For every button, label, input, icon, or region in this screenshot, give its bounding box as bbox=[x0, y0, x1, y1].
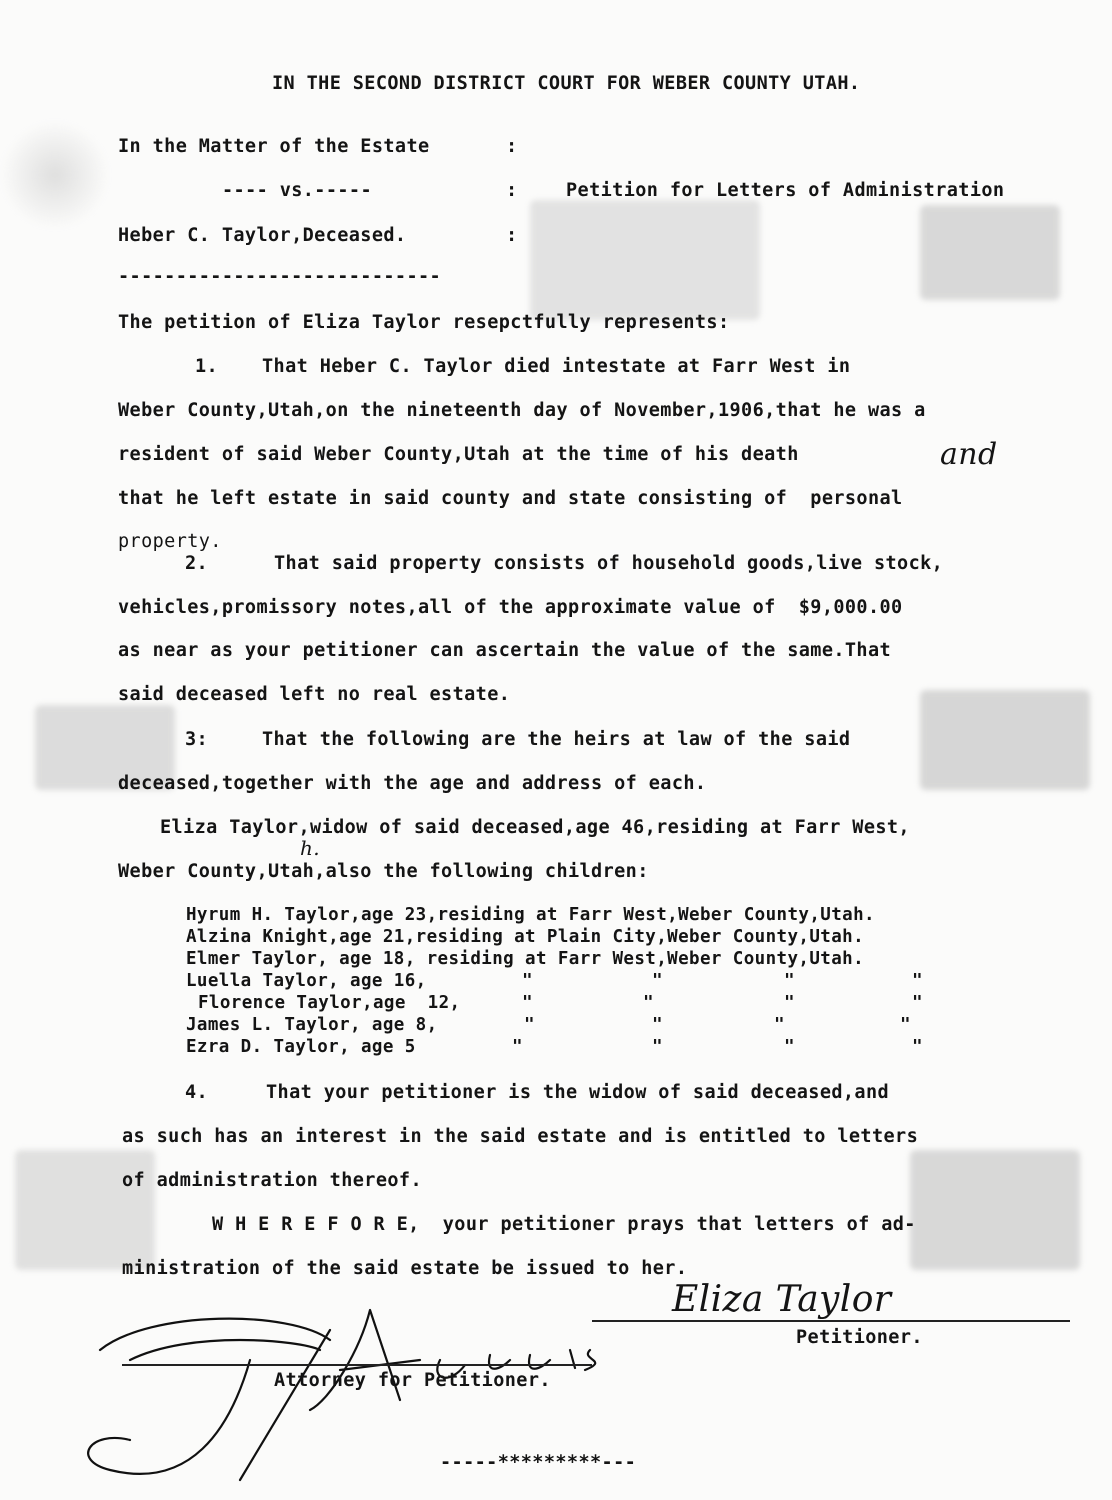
scan-smudge bbox=[910, 1150, 1080, 1270]
handwritten-insert-h: h. bbox=[300, 836, 321, 860]
para4-line: of administration thereof. bbox=[122, 1170, 422, 1191]
caption-colon: : bbox=[506, 180, 518, 201]
ditto-mark: " bbox=[774, 1015, 785, 1035]
ditto-mark: " bbox=[652, 1037, 663, 1057]
child-entry: Florence Taylor,age 12, bbox=[198, 993, 461, 1013]
ditto-mark: " bbox=[912, 971, 923, 991]
wherefore-line: ministration of the said estate be issued to her. bbox=[122, 1258, 688, 1279]
child-entry: Luella Taylor, age 16, bbox=[186, 971, 427, 991]
child-entry: Elmer Taylor, age 18, residing at Farr West,Weber County,Utah. bbox=[186, 949, 865, 969]
para1-line: property. bbox=[118, 531, 222, 552]
para1-line: That Heber C. Taylor died intestate at Farr West in bbox=[262, 356, 851, 377]
para1-number: 1. bbox=[195, 356, 219, 377]
para4-number: 4. bbox=[185, 1082, 209, 1103]
ditto-mark: " bbox=[912, 1037, 923, 1057]
para1-line: resident of said Weber County,Utah at the time of his death bbox=[118, 444, 799, 465]
ditto-mark: " bbox=[652, 1015, 663, 1035]
scan-smudge bbox=[920, 205, 1060, 300]
scan-smudge bbox=[0, 120, 110, 230]
ditto-mark: " bbox=[512, 1037, 523, 1057]
caption-colon: : bbox=[506, 225, 518, 246]
wherefore-line: W H E R E F O R E, your petitioner prays that letters of ad- bbox=[212, 1214, 916, 1235]
attorney-signature bbox=[250, 1300, 490, 1348]
para3-line: Weber County,Utah,also the following children: bbox=[118, 861, 649, 882]
court-heading: IN THE SECOND DISTRICT COURT FOR WEBER COUNTY UTAH. bbox=[272, 73, 861, 94]
para3-line: That the following are the heirs at law of the said bbox=[262, 729, 851, 750]
para4-line: as such has an interest in the said estate and is entitled to letters bbox=[122, 1126, 919, 1147]
para3-line: deceased,together with the age and address of each. bbox=[118, 773, 707, 794]
caption-colon: : bbox=[506, 136, 518, 157]
ditto-mark: " bbox=[784, 1037, 795, 1057]
ditto-mark: " bbox=[784, 993, 795, 1013]
para3-line: Eliza Taylor,widow of said deceased,age 46,residing at Farr West, bbox=[160, 817, 910, 838]
handwritten-insert-and: and bbox=[940, 437, 998, 472]
para2-line: as near as your petitioner can ascertain the value of the same.That bbox=[118, 640, 892, 661]
ditto-mark: " bbox=[784, 971, 795, 991]
document-end-rule: -----*********--- bbox=[440, 1452, 637, 1473]
para1-line: that he left estate in said county and state consisting of personal bbox=[118, 488, 903, 509]
para2-line: That said property consists of household goods,live stock, bbox=[274, 553, 944, 574]
attorney-signature-line bbox=[122, 1364, 592, 1366]
para2-line: vehicles,promissory notes,all of the approximate value of $9,000.00 bbox=[118, 597, 903, 618]
scan-smudge bbox=[920, 690, 1090, 790]
attorney-label: Attorney for Petitioner. bbox=[274, 1370, 551, 1391]
scan-smudge bbox=[15, 1150, 155, 1270]
petitioner-signature: Eliza Taylor bbox=[672, 1279, 892, 1320]
petitioner-label: Petitioner. bbox=[796, 1327, 923, 1348]
ditto-mark: " bbox=[900, 1015, 911, 1035]
ditto-mark: " bbox=[643, 993, 654, 1013]
para4-line: That your petitioner is the widow of said deceased,and bbox=[266, 1082, 890, 1103]
child-entry: Ezra D. Taylor, age 5 bbox=[186, 1037, 416, 1057]
caption-decedent-line: Heber C. Taylor,Deceased. bbox=[118, 225, 407, 246]
caption-rule: ---------------------------- bbox=[118, 266, 442, 287]
para3-number: 3: bbox=[185, 729, 209, 750]
child-entry: James L. Taylor, age 8, bbox=[186, 1015, 438, 1035]
caption-estate-line: In the Matter of the Estate bbox=[118, 136, 430, 157]
ditto-mark: " bbox=[522, 993, 533, 1013]
caption-petition-title: Petition for Letters of Administration bbox=[566, 180, 1005, 201]
child-entry: Alzina Knight,age 21,residing at Plain City,Weber County,Utah. bbox=[186, 927, 865, 947]
ditto-mark: " bbox=[524, 1015, 535, 1035]
scan-smudge bbox=[530, 200, 760, 320]
petition-opening: The petition of Eliza Taylor resepctfully represents: bbox=[118, 312, 730, 333]
para1-line: Weber County,Utah,on the nineteenth day of November,1906,that he was a bbox=[118, 400, 926, 421]
child-entry: Hyrum H. Taylor,age 23,residing at Farr West,Weber County,Utah. bbox=[186, 905, 875, 925]
caption-vs-line: ---- vs.----- bbox=[222, 180, 372, 201]
para2-line: said deceased left no real estate. bbox=[118, 684, 511, 705]
ditto-mark: " bbox=[912, 993, 923, 1013]
ditto-mark: " bbox=[522, 971, 533, 991]
ditto-mark: " bbox=[652, 971, 663, 991]
para2-number: 2. bbox=[185, 553, 209, 574]
